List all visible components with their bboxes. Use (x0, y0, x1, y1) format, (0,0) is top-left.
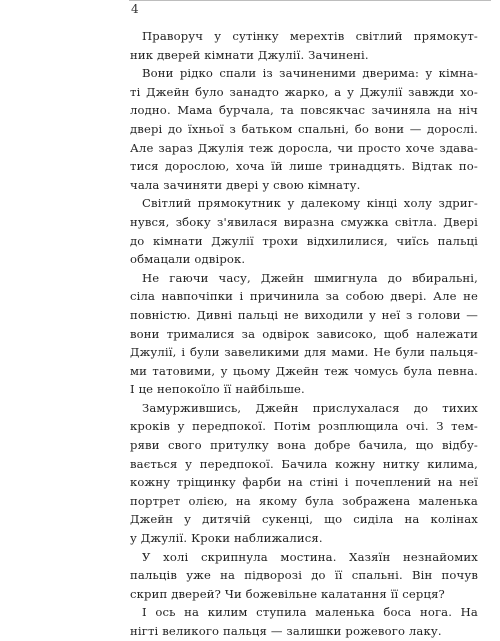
text-line: у Джулії. Кроки наближалися. (130, 531, 323, 546)
text-line: Джейн у дитячій сукенці, що сиділа на колінах (130, 512, 478, 527)
text-line: Праворуч у сутінку мерехтів світлий прямокут- (142, 29, 478, 43)
text-line: пальців уже на підворозі до її спальні. Він почув (130, 568, 478, 583)
text-line: Замуржившись, Джейн прислухалася до тихих (142, 400, 478, 415)
text-line: двері до їхньої з батьком спальні, бо вони — дорослі. (130, 121, 478, 136)
body-text (130, 27, 478, 641)
text-line: сіла навпочіпки і причинила за собою двері. Але не (130, 289, 478, 304)
text-line: кроків у передпокої. Потім розплющила очі. З тем- (130, 419, 478, 434)
header-rule (129, 0, 491, 13)
text-line: І це непокоїло її найбільше. (130, 382, 305, 397)
text-line: Але зараз Джулія теж доросла, чи просто хоче здава- (130, 140, 478, 155)
text-line: нігті великого пальця — залишки рожевого лаку. (130, 624, 442, 638)
text-line: нувся, збоку з'явилася виразна смужка світла. Двері (130, 214, 478, 229)
text-line: вається у передпокої. Бачила кожну нитку килима, (130, 456, 478, 471)
text-line: Вони рідко спали із зачиненими дверима: у кімна- (142, 66, 478, 81)
text-line: І ось на килим ступила маленька боса нога. На (142, 605, 478, 620)
text-line: Світлий прямокутник у далекому кінці холу здриг- (142, 196, 478, 211)
text-line: кожну тріщинку фарби на стіні і почеплений на неї (130, 475, 478, 490)
text-line: чала зачиняти двері у свою кімнату. (130, 177, 361, 192)
text-line: ті Джейн було занадто жарко, а у Джулії завжди хо- (130, 84, 478, 99)
text-line: Джулії, і були завеликими для мами. Не були пальця- (130, 345, 478, 360)
text-line: ник дверей кімнати Джулії. Зачинені. (130, 47, 369, 62)
text-line: ми татовими, у цьому Джейн теж чомусь була певна. (130, 363, 478, 378)
text-line: скрип дверей? Чи божевільне калатання її серця? (130, 586, 445, 601)
text-line: обмацали одвірок. (130, 252, 246, 267)
text-line: вони трималися за одвірок зависоко, щоб належати (130, 326, 478, 341)
text-line: портрет олією, на якому була зображена маленька (130, 493, 478, 508)
text-line: тися дорослою, хоча їй лише тринадцять. Відтак по- (130, 159, 478, 174)
text-line: У холі скрипнула мостина. Хазяїн незнайомих (142, 549, 478, 564)
text-line: ряви свого притулку вона добре бачила, що відбу- (130, 438, 478, 453)
text-line: повністю. Дивні пальці не виходили у неї з голови — (130, 307, 478, 322)
text-line: до кімнати Джулії трохи відхилилися, чиїсь пальці (130, 233, 478, 248)
text-line: Не гаючи часу, Джейн шмигнула до вбиральні, (142, 270, 478, 285)
page-number: 4 (131, 2, 139, 16)
text-line: лодно. Мама бурчала, та повсякчас зачиняла на ніч (130, 103, 478, 118)
